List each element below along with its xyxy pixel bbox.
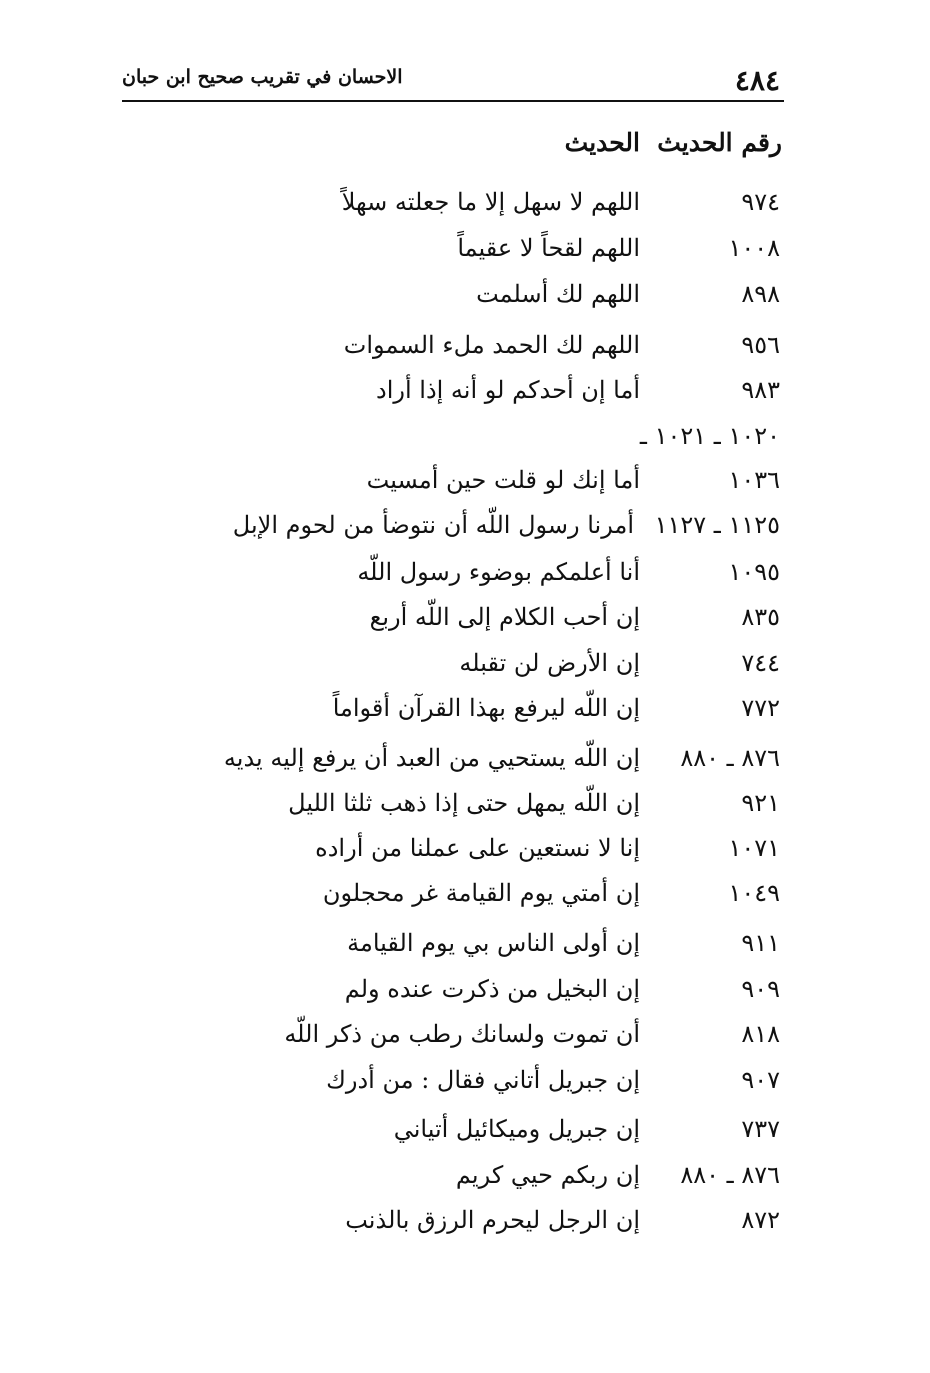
- hadith-text: اللهم لك أسلمت: [476, 280, 640, 308]
- index-row: [0, 744, 930, 784]
- hadith-number: ٩٥٦: [741, 331, 780, 359]
- hadith-text: اللهم لا سهل إلا ما جعلته سهلاً: [341, 188, 640, 216]
- hadith-number: ٨١٨: [741, 1020, 780, 1048]
- hadith-text: إن اللّه يستحيي من العبد أن يرفع إليه يديه: [223, 744, 640, 772]
- index-row: [0, 1206, 930, 1246]
- hadith-text: إن أمتي يوم القيامة غر محجلون: [322, 879, 640, 907]
- index-row: [0, 789, 930, 829]
- hadith-text: إن البخيل من ذكرت عنده ولم: [344, 975, 640, 1003]
- column-header-hadith: الحديث: [564, 128, 640, 157]
- hadith-number: ٩٨٣: [741, 376, 780, 404]
- hadith-number: ١٠٢٠ ـ ١٠٢١ ـ: [639, 422, 780, 450]
- hadith-text: إن ربكم حيي كريم: [455, 1161, 640, 1189]
- index-row: [0, 1161, 930, 1201]
- index-row: [0, 331, 930, 371]
- hadith-text: إن أحب الكلام إلى اللّه أربع: [369, 603, 640, 631]
- hadith-number: ٨٣٥: [741, 603, 780, 631]
- hadith-number: ٨٧٦ ـ ٨٨٠: [680, 1161, 780, 1189]
- hadith-number: ١٠٧١: [728, 834, 780, 862]
- hadith-text: أن تموت ولسانك رطب من ذكر اللّه: [284, 1020, 640, 1048]
- hadith-text: أما إن أحدكم لو أنه إذا أراد: [376, 376, 640, 404]
- hadith-number: ١١٢٥ ـ ١١٢٧: [654, 511, 780, 539]
- hadith-number: ٩٠٧: [741, 1066, 780, 1094]
- index-row: [0, 834, 930, 874]
- hadith-number: ٩٢١: [741, 789, 780, 817]
- hadith-text: أمرنا رسول اللّه أن نتوضأ من لحوم الإبل: [232, 511, 634, 539]
- hadith-number: ٨٩٨: [741, 280, 780, 308]
- hadith-number: ١٠٩٥: [728, 558, 780, 586]
- hadith-text: إن الأرض لن تقبله: [459, 649, 640, 677]
- page-number: ٤٨٤: [734, 64, 780, 97]
- hadith-number: ٧٧٢: [741, 694, 780, 722]
- index-row: [0, 466, 930, 506]
- hadith-number: ١٠٤٩: [728, 879, 780, 907]
- index-row: [0, 929, 930, 969]
- index-row: [0, 975, 930, 1015]
- hadith-text: أنا أعلمكم بوضوء رسول اللّه: [357, 558, 640, 586]
- index-row: [0, 188, 930, 228]
- hadith-text: إن جبريل أتاني فقال : من أدرك: [326, 1066, 640, 1094]
- hadith-text: إن اللّه يمهل حتى إذا ذهب ثلثا الليل: [288, 789, 640, 817]
- index-row: [0, 558, 930, 598]
- hadith-text: إن اللّه ليرفع بهذا القرآن أقواماً: [332, 694, 640, 722]
- index-row: [0, 422, 930, 462]
- running-header: [122, 60, 784, 102]
- hadith-number: ٨٧٦ ـ ٨٨٠: [680, 744, 780, 772]
- index-row: [0, 1020, 930, 1060]
- hadith-text: اللهم لقحاً لا عقيماً: [457, 234, 640, 262]
- hadith-number: ٧٣٧: [741, 1115, 780, 1143]
- hadith-number: ٨٧٢: [741, 1206, 780, 1234]
- index-row: [0, 1066, 930, 1106]
- index-row: [0, 234, 930, 274]
- index-row: [0, 511, 930, 551]
- index-row: [0, 879, 930, 919]
- hadith-number: ٧٤٤: [741, 649, 780, 677]
- hadith-number: ٩٠٩: [741, 975, 780, 1003]
- book-title: الاحسان في تقريب صحيح ابن حبان: [122, 66, 403, 88]
- index-row: [0, 603, 930, 643]
- index-row: [0, 694, 930, 734]
- hadith-number: ١٠٠٨: [728, 234, 780, 262]
- index-row: [0, 280, 930, 320]
- hadith-text: اللهم لك الحمد ملء السموات: [343, 331, 640, 359]
- hadith-text: إنا لا نستعين على عملنا من أراده: [315, 834, 640, 862]
- index-row: [0, 376, 930, 416]
- index-row: [0, 649, 930, 689]
- hadith-text: إن أولى الناس بي يوم القيامة: [347, 929, 640, 957]
- index-row: [0, 1115, 930, 1155]
- hadith-text: أما إنك لو قلت حين أمسيت: [366, 466, 640, 494]
- hadith-number: ٩١١: [741, 929, 780, 957]
- hadith-number: ٩٧٤: [741, 188, 780, 216]
- column-header-number: رقم الحديث: [657, 128, 782, 157]
- hadith-text: إن الرجل ليحرم الرزق بالذنب: [345, 1206, 640, 1234]
- hadith-number: ١٠٣٦: [728, 466, 780, 494]
- hadith-text: إن جبريل وميكائيل أتياني: [393, 1115, 640, 1143]
